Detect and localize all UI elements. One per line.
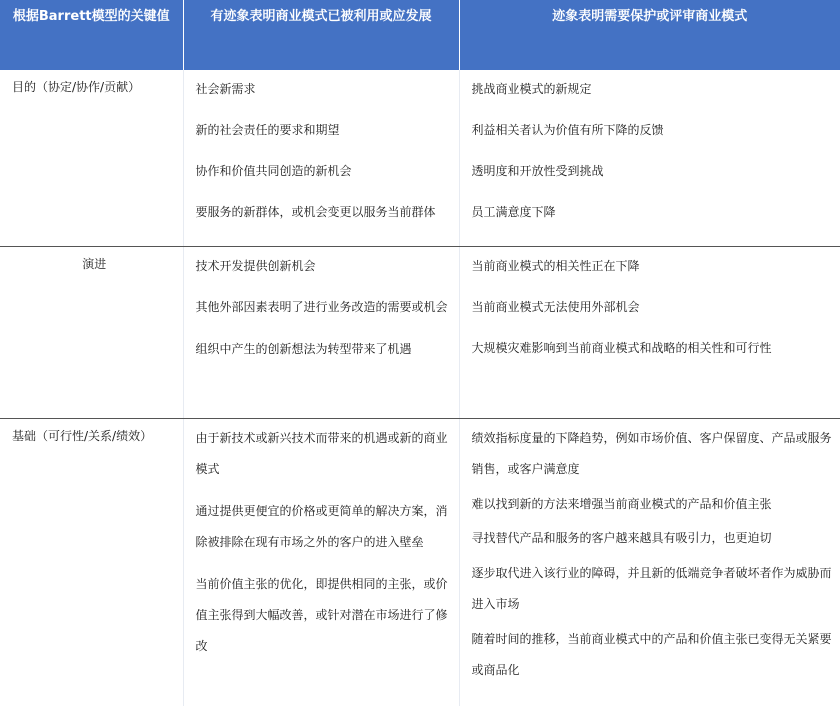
list-item: 通过提供更便宜的价格或更简单的解决方案，消除被排除在现有市场之外的客户的进入壁垒 (195, 503, 448, 549)
table-row-evolution (0, 246, 840, 418)
header-row (0, 0, 840, 70)
list-item: 员工满意度下降 (471, 205, 556, 219)
header-exploit-indicators: 有迹象表明商业模式已被利用或应发展 (183, 0, 459, 70)
list-item: 当前价值主张的优化，即提供相同的主张，或价值主张得到大幅改善，或针对潜在市场进行了修改 (195, 576, 448, 653)
list-item: 绩效指标度量的下降趋势，例如市场价值、客户保留度、产品或服务销售，或客户满意度 (471, 430, 832, 476)
table-row-foundation (0, 418, 840, 706)
exploit-cell (183, 70, 459, 246)
list-item: 协作和价值共同创造的新机会 (195, 164, 352, 178)
list-item: 当前商业模式的相关性正在下降 (471, 258, 640, 273)
list-item: 透明度和开放性受到挑战 (471, 164, 604, 178)
row-key: 基础（可行性/关系/绩效） (12, 428, 153, 443)
exploit-cell (183, 418, 459, 706)
list-item: 利益相关者认为价值有所下降的反馈 (471, 123, 664, 137)
list-item: 技术开发提供创新机会 (195, 258, 316, 273)
header-key-values: 根据Barrett模型的关键值 (0, 0, 183, 70)
list-item: 当前商业模式无法使用外部机会 (471, 299, 640, 314)
header-protect-indicators: 迹象表明需要保护或评审商业模式 (459, 0, 840, 70)
protect-cell (459, 246, 840, 418)
list-item: 难以找到新的方法来增强当前商业模式的产品和价值主张 (471, 496, 772, 511)
protect-cell (459, 70, 840, 246)
list-item: 随着时间的推移，当前商业模式中的产品和价值主张已变得无关紧要或商品化 (471, 631, 832, 677)
list-item: 组织中产生的创新想法为转型带来了机遇 (195, 341, 412, 356)
protect-cell (459, 418, 840, 706)
list-item: 其他外部因素表明了进行业务改造的需要或机会 (195, 299, 448, 314)
exploit-cell (183, 246, 459, 418)
list-item: 社会新需求 (195, 82, 256, 96)
list-item: 挑战商业模式的新规定 (471, 82, 592, 96)
list-item: 新的社会责任的要求和期望 (195, 123, 340, 137)
list-item: 寻找替代产品和服务的客户越来越具有吸引力，也更迫切 (471, 530, 772, 545)
table-row-purpose (0, 70, 840, 246)
list-item: 由于新技术或新兴技术而带来的机遇或新的商业模式 (195, 430, 448, 476)
list-item: 大规模灾难影响到当前商业模式和战略的相关性和可行性 (471, 340, 772, 355)
list-item: 要服务的新群体，或机会变更以服务当前群体 (195, 205, 436, 219)
row-key: 演进 (0, 246, 183, 418)
list-item: 逐步取代进入该行业的障碍，并且新的低端竞争者破坏者作为威胁而进入市场 (471, 565, 832, 611)
row-key: 目的（协定/协作/贡献） (0, 70, 183, 246)
